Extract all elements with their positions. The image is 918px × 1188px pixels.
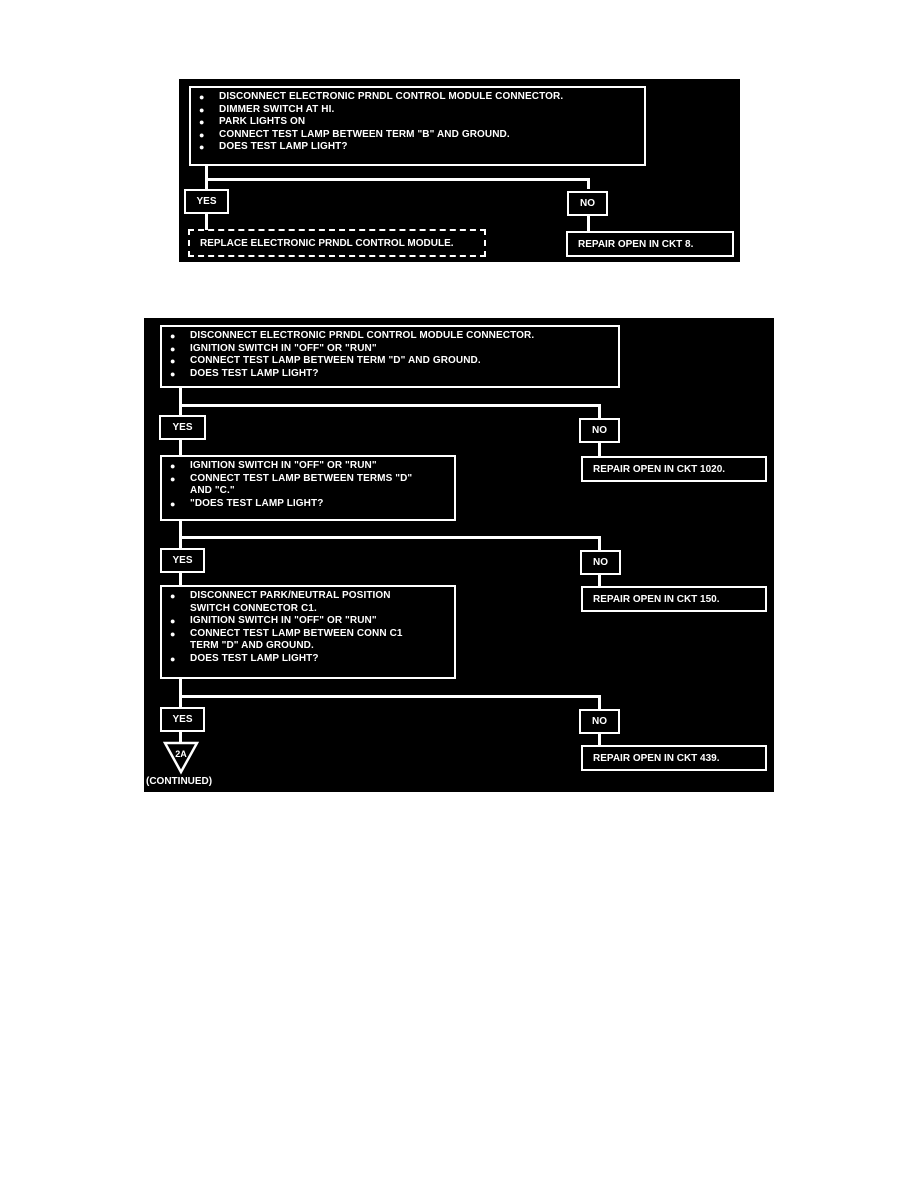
step-item: ● CONNECT TEST LAMP BETWEEN TERM "D" AND GROUND. — [170, 355, 610, 368]
repair-box-ckt-1020 — [581, 456, 767, 482]
step-item: ● DISCONNECT ELECTRONIC PRNDL CONTROL MODULE CONNECTOR. — [199, 91, 636, 104]
repair-text-ckt-1020: REPAIR OPEN IN CKT 1020. — [593, 463, 726, 475]
repair-box-ckt-8 — [566, 231, 734, 257]
connector-line — [598, 695, 601, 709]
step-1-items — [170, 330, 610, 380]
repair-text-ckt-439: REPAIR OPEN IN CKT 439. — [593, 752, 720, 764]
connector-line — [587, 215, 590, 232]
step-item: ● CONNECT TEST LAMP BETWEEN TERM "B" AND GROUND. — [199, 129, 636, 142]
no-label-box — [580, 550, 621, 575]
connector-line — [205, 213, 208, 230]
repair-text-ckt-150: REPAIR OPEN IN CKT 150. — [593, 593, 720, 605]
repair-box-ckt-150 — [581, 586, 767, 612]
flowchart-panel-2 — [144, 318, 774, 792]
no-label: NO — [593, 557, 608, 568]
repair-text-ckt-8: REPAIR OPEN IN CKT 8. — [578, 238, 694, 250]
yes-label: YES — [172, 422, 193, 433]
step-item: ● DISCONNECT ELECTRONIC PRNDL CONTROL MODULE CONNECTOR. — [170, 330, 610, 343]
yes-label-box — [160, 548, 205, 573]
connector-line — [179, 695, 601, 698]
connector-line — [587, 178, 590, 189]
connector-line — [205, 178, 590, 181]
no-label: NO — [592, 716, 607, 727]
step-box — [189, 86, 646, 166]
connector-line — [179, 404, 601, 407]
connector-2a-label: 2A — [175, 749, 187, 759]
connector-line — [598, 536, 601, 551]
connector-line — [179, 679, 182, 707]
connector-line — [598, 442, 601, 457]
yes-label: YES — [196, 196, 217, 207]
step-2-box — [160, 455, 456, 521]
no-label-box — [567, 191, 608, 216]
replace-module-text: REPLACE ELECTRONIC PRNDL CONTROL MODULE. — [200, 237, 454, 249]
yes-label: YES — [172, 555, 193, 566]
replace-module-box — [188, 229, 486, 257]
step-item: ● CONNECT TEST LAMP BETWEEN TERMS "D" AND "C." — [170, 473, 446, 498]
yes-label-box — [184, 189, 229, 214]
no-label-box — [579, 418, 620, 443]
yes-label: YES — [172, 714, 193, 725]
no-label: NO — [592, 425, 607, 436]
step-item: ● DIMMER SWITCH AT HI. — [199, 104, 636, 117]
yes-label-box — [160, 707, 205, 732]
step-1-box — [160, 325, 620, 388]
step-items — [199, 91, 636, 154]
continued-label: (CONTINUED) — [146, 776, 213, 787]
step-item: ● "DOES TEST LAMP LIGHT? — [170, 498, 446, 511]
connector-line — [598, 404, 601, 418]
step-item: ● DOES TEST LAMP LIGHT? — [199, 141, 636, 154]
step-2-items — [170, 460, 446, 510]
connector-line — [179, 440, 182, 456]
connector-line — [179, 572, 182, 586]
step-item: ● IGNITION SWITCH IN "OFF" OR "RUN" — [170, 615, 446, 628]
step-item: ● DISCONNECT PARK/NEUTRAL POSITION SWITCH CONNECTOR C1. — [170, 590, 446, 615]
connector-line — [179, 521, 182, 549]
connector-line — [179, 536, 601, 539]
flowchart-panel-1 — [179, 79, 740, 262]
no-label-box — [579, 709, 620, 734]
step-3-box — [160, 585, 456, 679]
step-item: ● DOES TEST LAMP LIGHT? — [170, 368, 610, 381]
step-item: ● IGNITION SWITCH IN "OFF" OR "RUN" — [170, 343, 610, 356]
step-3-items — [170, 590, 446, 665]
step-item: ● CONNECT TEST LAMP BETWEEN CONN C1 TERM "D" AND GROUND. — [170, 628, 446, 653]
step-item: ● PARK LIGHTS ON — [199, 116, 636, 129]
no-label: NO — [580, 198, 595, 209]
repair-box-ckt-439 — [581, 745, 767, 771]
step-item: ● IGNITION SWITCH IN "OFF" OR "RUN" — [170, 460, 446, 473]
connector-line — [179, 388, 182, 416]
yes-label-box — [159, 415, 206, 440]
continuation-triangle-icon — [163, 741, 199, 775]
step-item: ● DOES TEST LAMP LIGHT? — [170, 653, 446, 666]
